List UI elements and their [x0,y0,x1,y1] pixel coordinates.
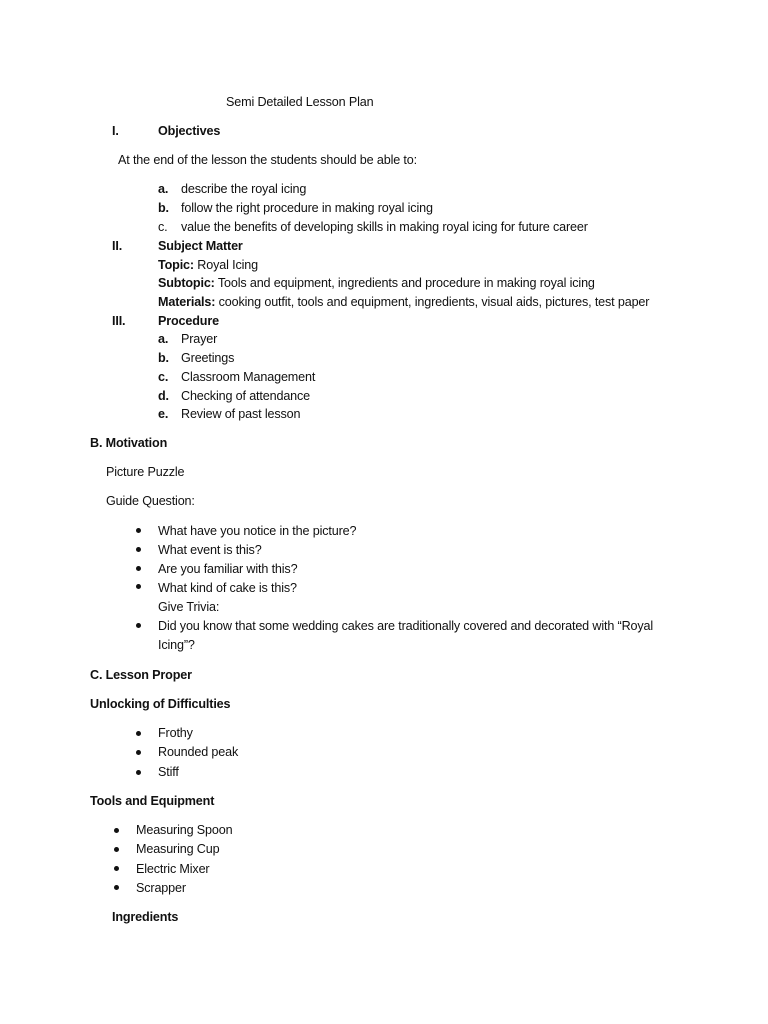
procedure-marker: a. [158,332,169,346]
topic-label: Topic: [158,258,194,272]
lesson-proper-heading: C. Lesson Proper [90,668,192,682]
objective-marker: c. [158,220,168,234]
motivation-activity: Picture Puzzle [106,465,185,479]
subtopic-value: Tools and equipment, ingredients and procedure in making royal icing [214,276,595,290]
guide-question: What event is this? [158,543,262,557]
bullet-icon [136,770,141,775]
tool-item: Scrapper [136,881,186,895]
term-item: Rounded peak [158,745,239,759]
objectives-heading: Objectives [158,124,221,138]
bullet-icon [114,828,119,833]
tool-item: Electric Mixer [136,862,210,876]
procedure-item: Checking of attendance [181,389,311,403]
bullet-icon [136,547,141,552]
procedure-numeral: III. [112,314,126,328]
topic-line [158,258,258,273]
procedure-marker: d. [158,389,169,403]
objective-marker: a. [158,182,169,196]
bullet-icon [114,847,119,852]
guide-question: Are you familiar with this? [158,562,298,576]
bullet-icon [136,584,141,589]
term-item: Stiff [158,765,179,779]
tool-item: Measuring Cup [136,842,220,856]
objective-text: value the benefits of developing skills in making royal icing for future career [181,220,588,234]
procedure-marker: b. [158,351,169,365]
objectives-numeral: I. [112,124,119,138]
objectives-intro: At the end of the lesson the students should be able to: [118,153,417,167]
procedure-item: Prayer [181,332,218,346]
subject-matter-numeral: II. [112,239,123,253]
trivia-text-line2: Icing”? [158,638,195,652]
objective-text: follow the right procedure in making royal icing [181,201,433,215]
subject-matter-heading: Subject Matter [158,239,243,253]
bullet-icon [136,750,141,755]
trivia-label: Give Trivia: [158,600,220,614]
bullet-icon [136,528,141,533]
document-title: Semi Detailed Lesson Plan [226,95,374,109]
bullet-icon [136,623,141,628]
ingredients-heading: Ingredients [112,910,179,924]
procedure-item: Review of past lesson [181,407,301,421]
trivia-text-line1: Did you know that some wedding cakes are traditionally covered and decorated with “Royal [158,619,654,633]
guide-question: What have you notice in the picture? [158,524,357,538]
unlocking-heading: Unlocking of Difficulties [90,697,231,711]
objective-marker: b. [158,201,169,215]
procedure-marker: e. [158,407,169,421]
bullet-icon [136,731,141,736]
bullet-icon [114,885,119,890]
bullet-icon [114,866,119,871]
procedure-item: Classroom Management [181,370,316,384]
guide-question: What kind of cake is this? [158,581,297,595]
objective-text: describe the royal icing [181,182,307,196]
procedure-item: Greetings [181,351,235,365]
materials-line [158,295,649,310]
procedure-marker: c. [158,370,169,384]
procedure-heading: Procedure [158,314,219,328]
subtopic-line [158,276,595,291]
topic-value: Royal Icing [193,258,258,272]
materials-value: cooking outfit, tools and equipment, ingredients, visual aids, pictures, test paper [215,295,650,309]
tool-item: Measuring Spoon [136,823,233,837]
guide-question-label: Guide Question: [106,494,195,508]
motivation-heading: B. Motivation [90,436,168,450]
term-item: Frothy [158,726,193,740]
materials-label: Materials: [158,295,216,309]
subtopic-label: Subtopic: [158,276,215,290]
tools-heading: Tools and Equipment [90,794,215,808]
bullet-icon [136,566,141,571]
